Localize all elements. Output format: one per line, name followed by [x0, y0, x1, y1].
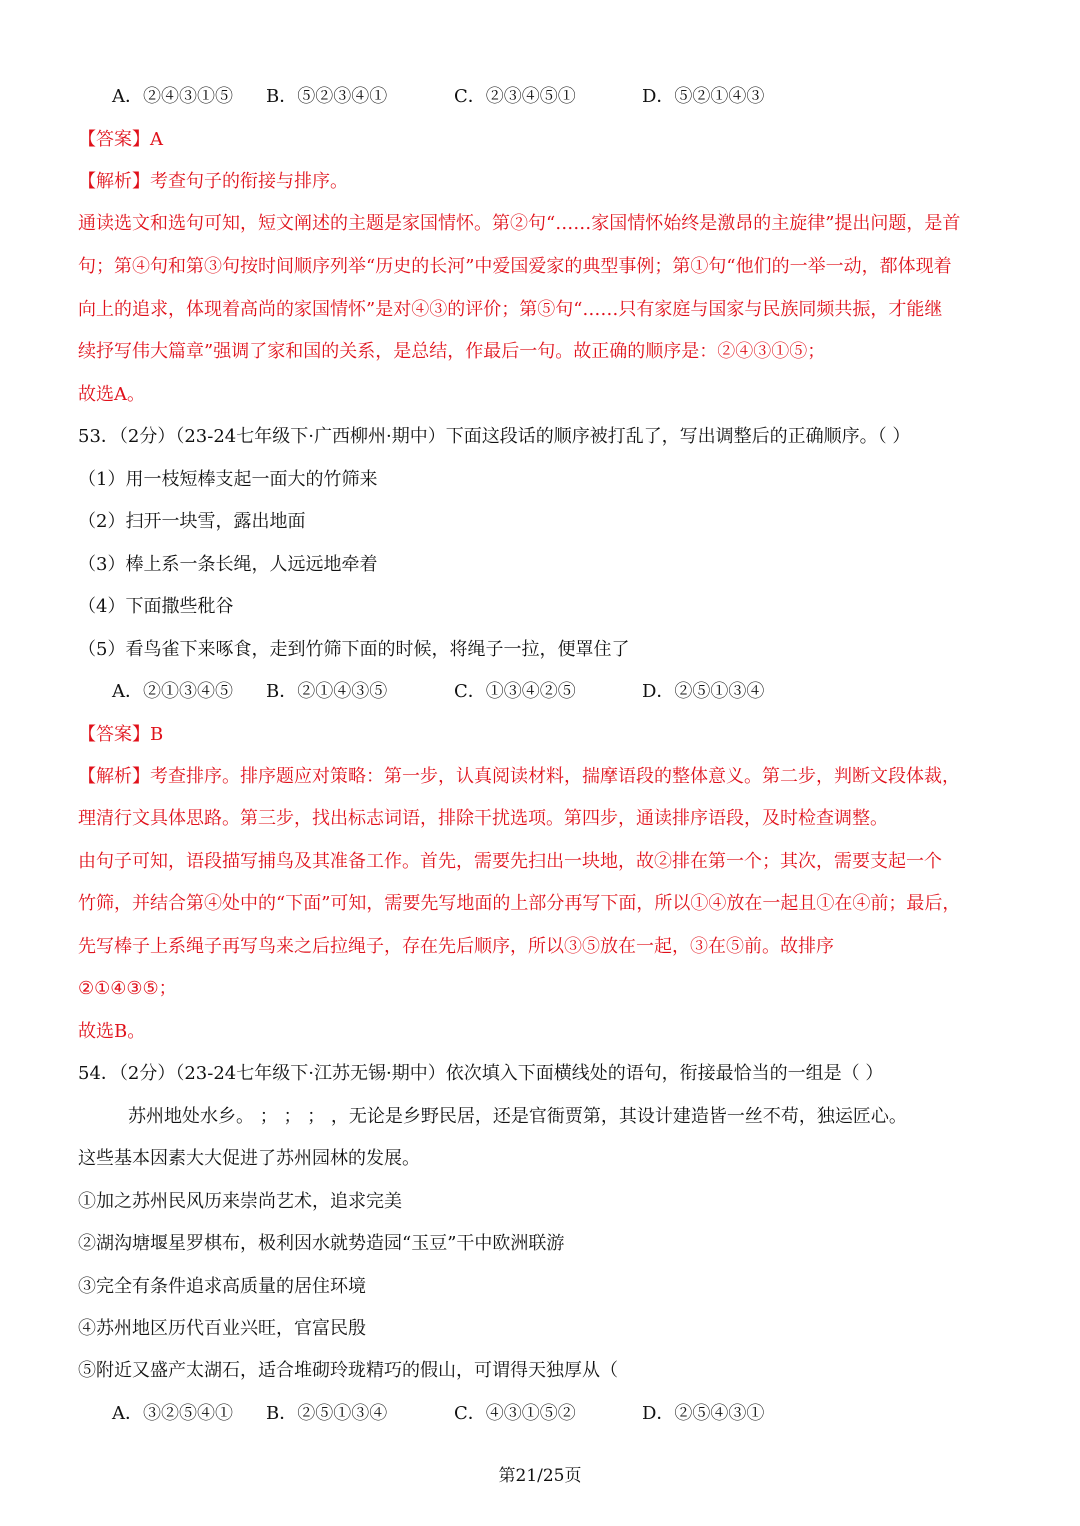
q53-item: （3）棒上系一条长绳，人远远地牵着 [78, 554, 378, 575]
q52-analysis-line: 通读选文和选句可知，短文阐述的主题是家国情怀。第②句“……家国情怀始终是激昂的主旋律”提出问题，是首 [78, 213, 961, 234]
page-number: 第21/25页 [498, 1466, 582, 1486]
q52-answer: 【答案】A [78, 129, 163, 150]
q52-option-a: A．②④③①⑤ [112, 86, 233, 107]
q53-option-b: B．②①④③⑤ [266, 681, 388, 702]
q52-analysis-line: 句；第④句和第③句按时间顺序列举“历史的长河”中爱国爱家的典型事例；第①句“他们的一举一动，都体现着 [78, 256, 952, 277]
q53-item: （5）看鸟雀下来啄食，走到竹筛下面的时候，将绳子一拉，便罩住了 [78, 639, 630, 660]
q53-analysis-line: ②①④③⑤； [78, 978, 177, 999]
q53-item: （1）用一枝短棒支起一面大的竹筛来 [78, 469, 378, 490]
q54-item: ④苏州地区历代百业兴旺，官富民殷 [78, 1318, 366, 1339]
q53-option-a: A．②①③④⑤ [112, 681, 233, 702]
q52-options [112, 84, 764, 110]
q54-option-d: D．②⑤④③① [642, 1403, 765, 1424]
q54-stem: 54．（2分）（23-24七年级下·江苏无锡·期中）依次填入下面横线处的语句，衔接最恰当的一组是（ ） [78, 1063, 884, 1084]
q54-paragraph: 这些基本因素大大促进了苏州园林的发展。 [78, 1148, 420, 1169]
q53-conclusion: 故选B。 [78, 1021, 146, 1042]
q52-analysis-line: 续抒写伟大篇章”强调了家和国的关系，是总结，作最后一句。故正确的顺序是：②④③①⑤； [78, 341, 826, 362]
q54-option-a: A．③②⑤④① [112, 1403, 233, 1424]
q53-item: （2）扫开一块雪，露出地面 [78, 511, 306, 532]
q53-item: （4）下面撒些秕谷 [78, 596, 234, 617]
q52-option-b: B．⑤②③④① [266, 86, 388, 107]
q53-analysis-line: 由句子可知，语段描写捕鸟及其准备工作。首先，需要先扫出一块地，故②排在第一个；其次，需要支起一个 [78, 851, 942, 872]
q53-answer: 【答案】B [78, 724, 164, 745]
q53-analysis-line: 【解析】考查排序。排序题应对策略：第一步，认真阅读材料，揣摩语段的整体意义。第二步，判断文段体裁， [78, 766, 960, 787]
q53-analysis-line: 竹筛，并结合第④处中的“下面”可知，需要先写地面的上部分再写下面，所以①④放在一起且①在④前；最后， [78, 893, 961, 914]
q52-analysis-line: 向上的追求，体现着高尚的家国情怀”是对④③的评价；第⑤句“……只有家庭与国家与民族同频共振，才能继 [78, 299, 943, 320]
q53-analysis-line: 理清行文具体思路。第三步，找出标志词语，排除干扰选项。第四步，通读排序语段，及时检查调整。 [78, 808, 888, 829]
q53-options [112, 679, 764, 705]
q53-option-c: C．①③④②⑤ [454, 681, 576, 702]
q53-stem: 53．（2分）（23-24七年级下·广西柳州·期中）下面这段话的顺序被打乱了，写出调整后的正确顺序。（ ） [78, 426, 911, 447]
q54-item: ⑤附近又盛产太湖石，适合堆砌玲珑精巧的假山，可谓得天独厚从（ [78, 1360, 618, 1381]
q53-option-d: D．②⑤①③④ [642, 681, 765, 702]
q54-item: ②湖沟塘堰星罗棋布，极利因水就势造园“玉豆”干中欧洲联游 [78, 1233, 565, 1254]
q54-option-c: C．④③①⑤② [454, 1403, 576, 1424]
q52-option-c: C．②③④⑤① [454, 86, 576, 107]
q54-item: ①加之苏州民风历来崇尚艺术，追求完美 [78, 1191, 402, 1212]
q53-analysis-line: 先写棒子上系绳子再写鸟来之后拉绳子，存在先后顺序，所以③⑤放在一起，③在⑤前。故排序 [78, 936, 834, 957]
q52-conclusion: 故选A。 [78, 384, 145, 405]
q52-option-d: D．⑤②①④③ [642, 86, 765, 107]
q54-item: ③完全有条件追求高质量的居住环境 [78, 1276, 366, 1297]
q54-paragraph: 苏州地处水乡。 ； ； ； ，无论是乡野民居，还是官衙贾第，其设计建造皆一丝不苟，独运匠心。 [128, 1106, 907, 1127]
q54-options [112, 1401, 764, 1427]
q52-analysis-head: 【解析】考查句子的衔接与排序。 [78, 171, 348, 192]
q54-option-b: B．②⑤①③④ [266, 1403, 388, 1424]
